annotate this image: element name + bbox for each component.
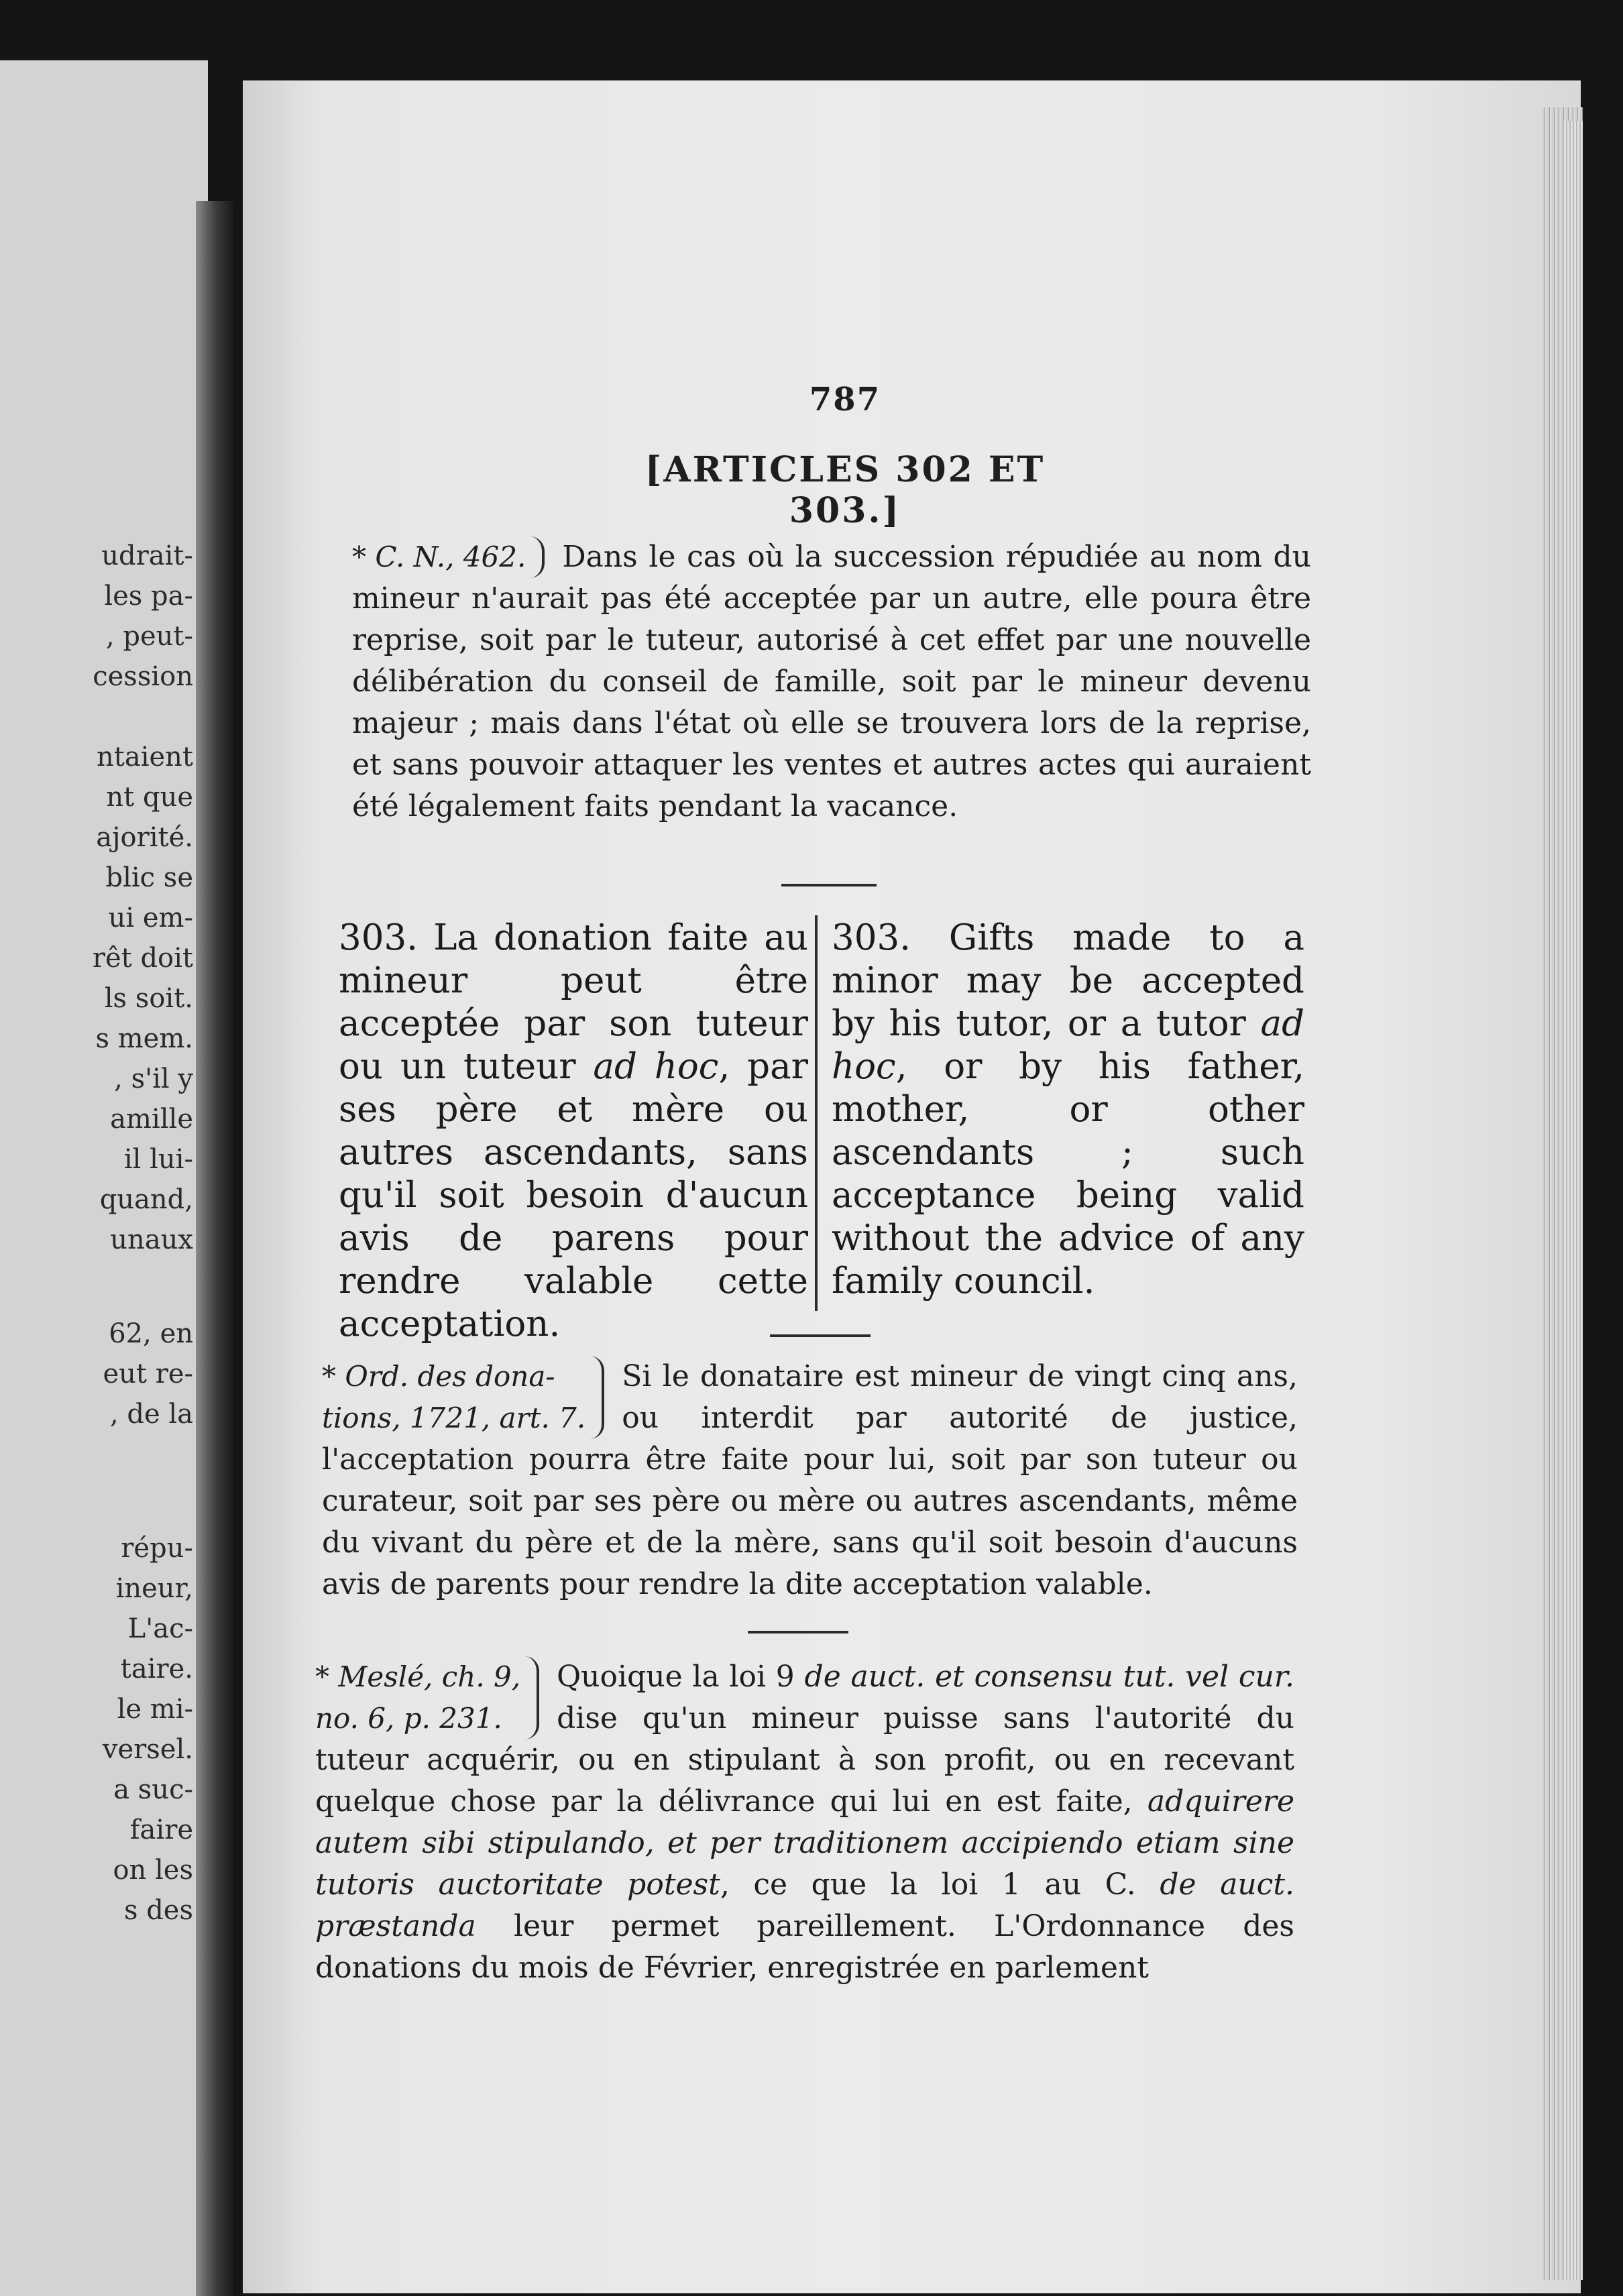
facing-page-line: ineur, xyxy=(115,1573,193,1604)
facing-page-line: répu- xyxy=(121,1533,193,1564)
article-text: , par ses père et mère ou autres ascendants, sans qu'il soit besoin d'aucun avis de parens pour rendre valable cette acceptation. xyxy=(339,1046,809,1344)
article-italic: ad hoc xyxy=(593,1046,719,1087)
facing-page-line: le mi- xyxy=(117,1694,193,1725)
citation-line: * C. N., 462. xyxy=(352,540,526,573)
commentary-text: Quoique la loi 9 xyxy=(557,1660,805,1694)
facing-page-line: taire. xyxy=(120,1654,193,1684)
section-rule xyxy=(748,1631,848,1633)
facing-page-line: ui em- xyxy=(108,903,193,933)
article-303-english xyxy=(832,917,1304,1303)
facing-page-line: L'ac- xyxy=(127,1613,193,1644)
section-rule xyxy=(770,1334,871,1337)
facing-page-line: , de la xyxy=(109,1399,193,1430)
section-rule xyxy=(781,884,877,886)
facing-page-line: on les xyxy=(113,1855,193,1886)
commentary-text: leur permet pareillement. L'Ordonnance des donations du mois de Février, enregistrée en parlement xyxy=(315,1909,1294,1985)
page-number: 787 xyxy=(809,381,881,418)
facing-page-line: udrait- xyxy=(101,540,193,571)
commentary-italic: de auct. et consensu tut. vel cur. xyxy=(804,1660,1294,1694)
facing-page-line: nt que xyxy=(106,782,193,813)
commentary-mesle xyxy=(315,1656,1294,1989)
article-text: , or by his father, mother, or other ascendants ; such acceptance being valid without the advice of any family council. xyxy=(832,1046,1304,1302)
commentary-text: Dans le cas où la succession répudiée au nom du mineur n'aurait pas été acceptée par un autre, elle poura être reprise, soit par le tuteur, autorisé à cet effet par une nouvelle délibération du conseil de famille, soit par le mineur devenu majeur ; mais dans l'état où elle se trouvera lors de la reprise, et sans pouvoir attaquer les ventes et autres actes qui auraient été légalement faits pendant la vacance. xyxy=(352,540,1311,823)
article-text: 303. La donation faite au mineur peut être acceptée par son tuteur ou un tuteur xyxy=(339,917,808,1087)
citation-cn-462 xyxy=(352,536,545,578)
facing-page-line: quand, xyxy=(99,1184,193,1215)
commentary-text: Si le donataire est mineur de vingt cinq ans, ou interdit par autorité de justice, l'acceptation pourra être faite pour lui, soit par son tuteur ou curateur, soit par ses père ou mère ou autres ascendants, même du vivant du père et de la mère, sans qu'il soit besoin d'aucuns avis de parents pour rendre la dite acceptation valable. xyxy=(322,1359,1298,1601)
facing-page-line: faire xyxy=(129,1815,193,1845)
article-text: 303. Gifts made to a minor may be accepted by his tutor, or a tutor xyxy=(832,917,1304,1044)
brace xyxy=(524,1656,539,1739)
facing-page-line: il lui- xyxy=(123,1144,193,1175)
facing-page-line: 62, en xyxy=(109,1318,193,1349)
citation-mesle xyxy=(315,1656,539,1739)
commentary-art302 xyxy=(352,536,1311,827)
facing-page-line: a suc- xyxy=(113,1774,193,1805)
facing-page-line: blic se xyxy=(105,862,193,893)
commentary-text: dise qu'un mineur puisse sans l'autorité du tuteur acquérir, ou en stipulant à son profit, ou en recevant quelque chose par la délivrance qui lui en est faite, xyxy=(315,1701,1294,1819)
facing-page-line: unaux xyxy=(110,1224,193,1255)
facing-page-line: versel. xyxy=(102,1734,193,1765)
article-heading: [ARTICLES 302 ET 303.] xyxy=(645,449,1046,531)
citation-line: * Ord. des dona- xyxy=(322,1360,555,1393)
facing-page-line: s des xyxy=(123,1895,193,1926)
page-edges-inner xyxy=(1563,121,1583,2280)
citation-line: no. 6, p. 231. xyxy=(315,1702,502,1735)
facing-page-line: cession xyxy=(93,661,193,692)
facing-page-line: , peut- xyxy=(105,621,193,652)
citation-ordonnance xyxy=(322,1356,604,1439)
brace xyxy=(590,1356,604,1439)
commentary-italic: adquirere autem sibi stipulando, et per traditionem accipiendo etiam sine tutoris auctoritate potest xyxy=(315,1784,1294,1902)
facing-page-fragment xyxy=(0,60,208,2296)
facing-page-line: , s'il y xyxy=(114,1064,193,1094)
facing-page-line: les pa- xyxy=(104,581,193,612)
book-gutter xyxy=(196,201,233,2296)
commentary-text: , ce que la loi 1 au C. xyxy=(720,1868,1160,1902)
facing-page-line: ls soit. xyxy=(104,983,193,1014)
facing-page-line: ntaient xyxy=(97,742,193,772)
facing-page-line: eut re- xyxy=(103,1359,193,1389)
brace xyxy=(530,536,545,578)
facing-page-line: amille xyxy=(110,1104,193,1135)
column-divider xyxy=(815,915,818,1311)
commentary-ordonnance xyxy=(322,1356,1298,1605)
citation-line: * Meslé, ch. 9, xyxy=(315,1660,521,1693)
commentary-italic: de auct. præstanda xyxy=(315,1868,1294,1943)
facing-page-line: s mem. xyxy=(95,1023,193,1054)
citation-line: tions, 1721, art. 7. xyxy=(322,1401,586,1434)
facing-page-line: rêt doit xyxy=(92,943,193,974)
article-italic: ad hoc xyxy=(832,1003,1304,1087)
facing-page-line: ajorité. xyxy=(96,822,193,853)
article-303-french xyxy=(339,917,808,1346)
